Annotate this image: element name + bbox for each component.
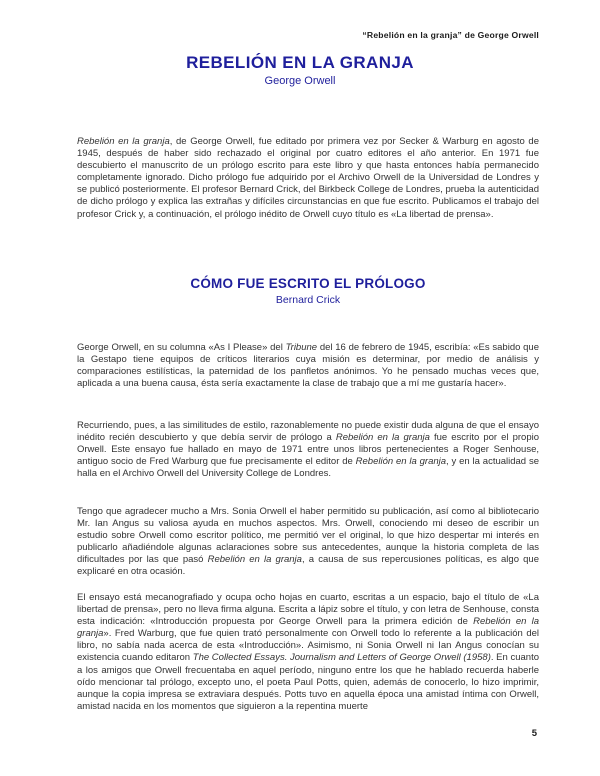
section-heading: CÓMO FUE ESCRITO EL PRÓLOGO <box>190 276 426 291</box>
paragraph-typescript-description: El ensayo está mecanografiado y ocupa ocho hojas en cuarto, escritas a un espacio, bajo el título de «La libertad de prensa», pero no lleva firma alguna. Escrita a lápiz sobre el título, y con letra de Senhouse, consta esta indicación: «Introducción propuesta por George Orwell para la primera edición de Rebelión en la granja». Fred Warburg, que fue quien trató personalmente con Orwell todo lo referente a la publicación del libro, no sabía nada acerca de esta «Introducción». Asimismo, ni Sonia Orwell ni Ian Angus conocían su existencia cuando editaron The Collected Essays. Journalism and Letters of George Orwell (1958). En cuanto a los amigos que Orwell frecuentaba en aquel período, ninguno entre los que he hablado recuerda haberle oído mencionar tal prólogo, excepto uno, el poeta Paul Potts, quien, además de conocerlo, lo hizo imprimir, aunque la copia impresa se extraviara después. Potts tuvo en aquella época una amistad íntima con Orwell, amistad nacida en los momentos que siguieron a la repentina muerte <box>77 592 540 712</box>
page-number: 5 <box>531 728 537 739</box>
section-author: Bernard Crick <box>275 294 341 306</box>
paragraph-acknowledgements: Tengo que agradecer mucho a Mrs. Sonia Orwell el haber permitido su publicación, así como al bibliotecario Mr. Ian Angus su valiosa ayuda en muchos aspectos. Mrs. Orwell, conociendo mi deseo de escribir un estudio sobre Orwell como escritor político, me permitió ver el original, lo que hizo despertar mi interés en publicarlo añadiéndole algunas aclaraciones sobre sus antecedentes, aunque la historia completa de las dificultades por las que pasó Rebelión en la granja, a causa de sus repercusiones políticas, es algo que explicaré en otra ocasión. <box>77 506 539 578</box>
paragraph-tribune-quote: George Orwell, en su columna «As I Please» del Tribune del 16 de febrero de 1945, escribía: «Es sabido que la Gestapo tiene equipos de críticos literarios cuya misión es determinar, por medio de análisis y comparaciones estilísticas, la paternidad de los panfletos anónimos. Yo he pensado muchas veces que, aplicada a una buena causa, ésta sería exactamente la clase de trabajo que a mí me gustaría hacer». <box>77 342 539 390</box>
running-header: “Rebelión en la granja” de George Orwell <box>362 30 539 40</box>
document-title: REBELIÓN EN LA GRANJA <box>186 53 414 72</box>
paragraph-essay-discovery: Recurriendo, pues, a las similitudes de estilo, razonablemente no puede existir duda alguna de que el ensayo inédito recién descubierto y que debía servir de prólogo a Rebelión en la granja fue escrito por el propio Orwell. Este ensayo fue hallado en mayo de 1971 entre unos libros pertenecientes a Roger Senhouse, antiguo socio de Fred Warburg que fue precisamente el editor de Rebelión en la granja, y en la actualidad se halla en el Archivo Orwell del University College de Londres. <box>77 420 539 480</box>
intro-paragraph: Rebelión en la granja, de George Orwell, fue editado por primera vez por Secker & Warburg en agosto de 1945, después de haber sido rechazado el original por cuatro editores el año anterior. En 1971 fue descubierto el manuscrito de un prólogo escrito para este libro y que hasta entonces había permanecido completamente ignorado. Dicho prólogo fue adquirido por el Archivo Orwell de la Universidad de Londres y se publicó posteriormente. El profesor Bernard Crick, del Birkbeck College de Londres, prueba la autenticidad de dicho prólogo y explica las extrañas y difíciles circunstancias en que fue escrito. Publicamos el trabajo del profesor Crick y, a continuación, el prólogo inédito de Orwell cuyo título es «La libertad de prensa». <box>77 136 539 220</box>
document-author: George Orwell <box>264 75 336 87</box>
